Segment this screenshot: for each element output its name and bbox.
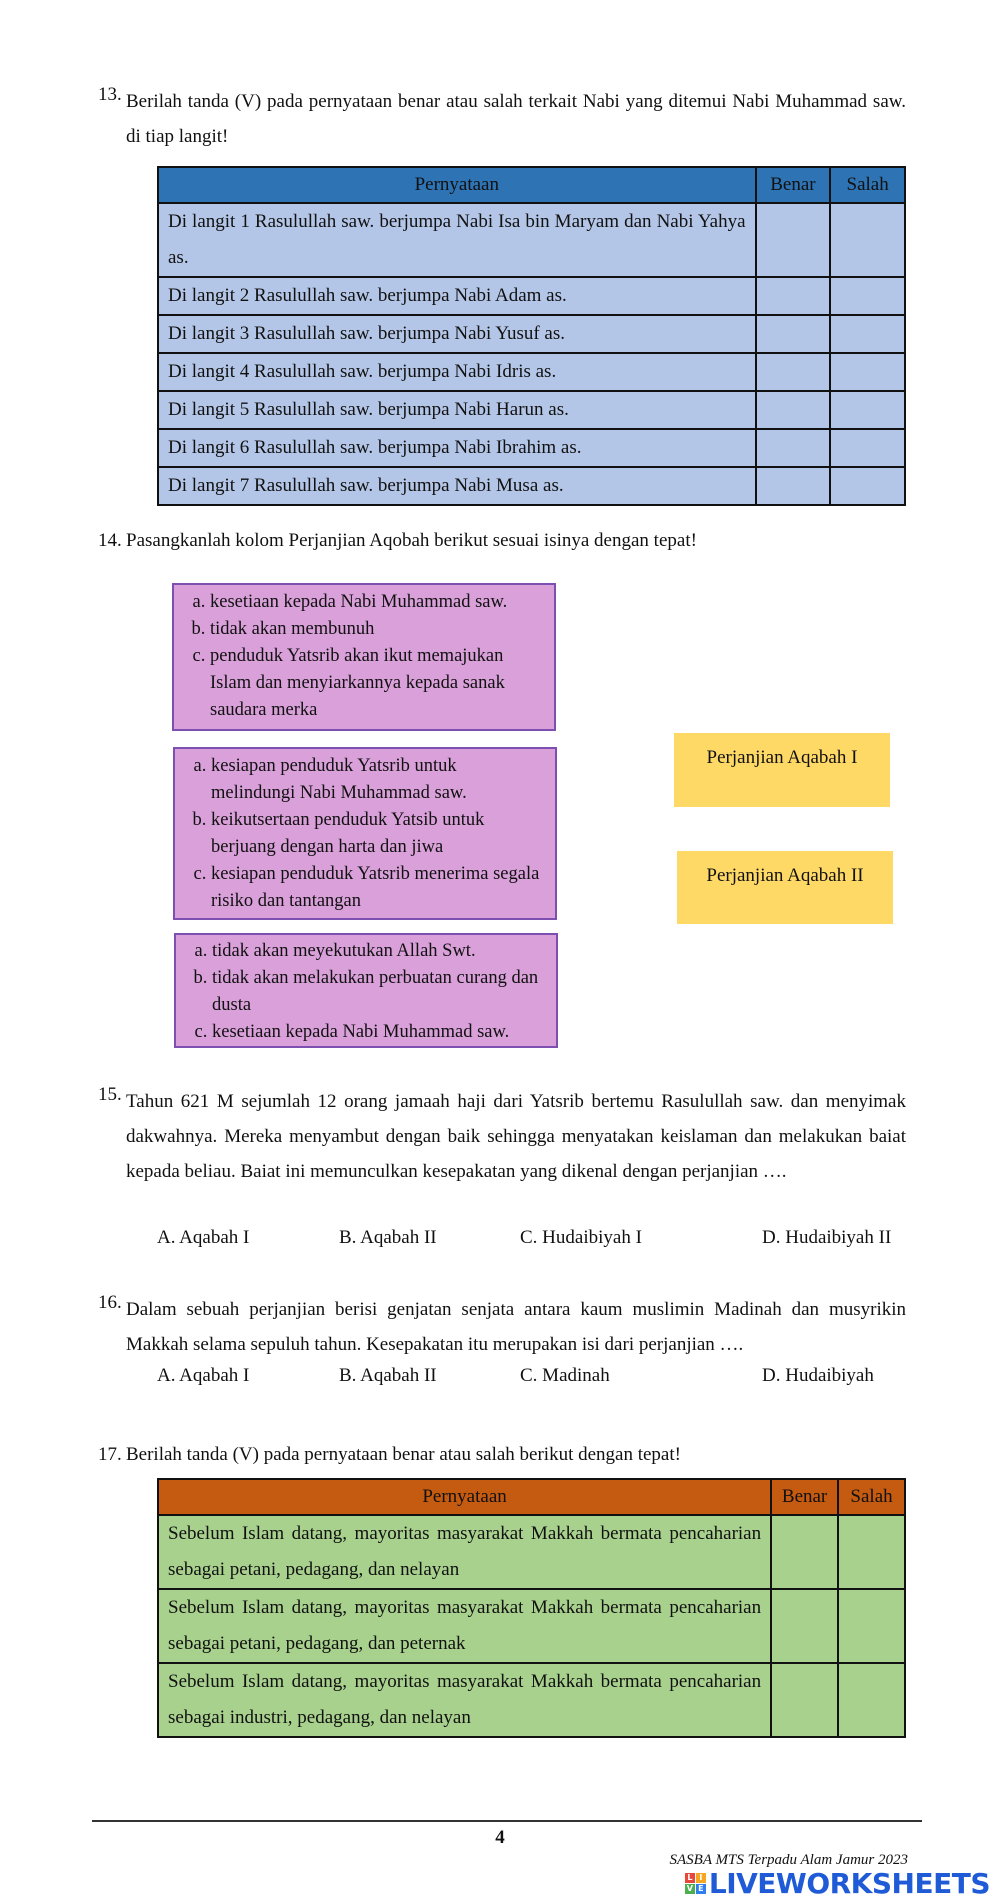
target-aqabah-1[interactable]: Perjanjian Aqabah I [674, 733, 890, 807]
list-item: c. kesetiaan kepada Nabi Muhammad saw. [212, 1019, 546, 1046]
benar-checkbox[interactable] [771, 1589, 838, 1663]
table-row [158, 1515, 905, 1589]
question-17 [98, 1444, 906, 1466]
benar-checkbox[interactable] [756, 277, 831, 315]
salah-checkbox[interactable] [830, 315, 905, 353]
table-row [158, 277, 905, 315]
question-13 [98, 84, 906, 154]
benar-checkbox[interactable] [756, 429, 831, 467]
statement-cell: Sebelum Islam datang, mayoritas masyarakat Makkah bermata pencaharian sebagai petani, pedagang, dan peternak [158, 1589, 771, 1663]
table-row [158, 429, 905, 467]
salah-checkbox[interactable] [830, 353, 905, 391]
matching-box-3[interactable] [174, 933, 558, 1048]
question-16 [98, 1292, 906, 1386]
footer-divider [92, 1820, 922, 1822]
truefalse-table-13 [157, 166, 906, 506]
header-benar: Benar [756, 167, 831, 203]
table-row [158, 1663, 905, 1737]
option-c[interactable]: C. Madinah [520, 1365, 610, 1386]
list-item: a. tidak akan meyekutukan Allah Swt. [212, 938, 546, 965]
answer-options [126, 1358, 926, 1393]
statement-cell: Di langit 5 Rasulullah saw. berjumpa Nabi Harun as. [158, 391, 756, 429]
question-number: 17. [98, 1444, 122, 1465]
question-text: Berilah tanda (V) pada pernyataan benar atau salah berikut dengan tepat! [126, 1444, 681, 1465]
matching-box-1[interactable] [172, 583, 556, 731]
liveworksheets-icon: L I V E [685, 1873, 706, 1894]
header-pernyataan: Pernyataan [158, 167, 756, 203]
option-b[interactable]: B. Aqabah II [339, 1227, 437, 1248]
statement-cell: Di langit 3 Rasulullah saw. berjumpa Nabi Yusuf as. [158, 315, 756, 353]
question-text: Dalam sebuah perjanjian berisi genjatan senjata antara kaum muslimin Madinah dan musyrikin Makkah selama sepuluh tahun. Kesepakatan itu merupakan isi dari perjanjian …. [126, 1299, 906, 1355]
question-text: Berilah tanda (V) pada pernyataan benar atau salah terkait Nabi yang ditemui Nabi Muhammad saw. di tiap langit! [126, 91, 906, 147]
benar-checkbox[interactable] [756, 203, 831, 277]
benar-checkbox[interactable] [756, 353, 831, 391]
question-number: 15. [98, 1084, 122, 1105]
salah-checkbox[interactable] [830, 391, 905, 429]
table-row [158, 315, 905, 353]
table-row [158, 203, 905, 277]
page-number: 4 [495, 1827, 505, 1848]
benar-checkbox[interactable] [756, 391, 831, 429]
option-a[interactable]: A. Aqabah I [157, 1365, 250, 1386]
question-number: 16. [98, 1292, 122, 1313]
statement-cell: Di langit 1 Rasulullah saw. berjumpa Nabi Isa bin Maryam dan Nabi Yahya as. [158, 203, 756, 277]
option-d[interactable]: D. Hudaibiyah II [762, 1227, 892, 1248]
question-number: 13. [98, 84, 122, 105]
statement-cell: Di langit 2 Rasulullah saw. berjumpa Nabi Adam as. [158, 277, 756, 315]
statement-cell: Sebelum Islam datang, mayoritas masyarakat Makkah bermata pencaharian sebagai industri, pedagang, dan nelayan [158, 1663, 771, 1737]
statement-cell: Di langit 6 Rasulullah saw. berjumpa Nabi Ibrahim as. [158, 429, 756, 467]
table-row [158, 391, 905, 429]
salah-checkbox[interactable] [838, 1589, 905, 1663]
option-a[interactable]: A. Aqabah I [157, 1227, 250, 1248]
salah-checkbox[interactable] [838, 1663, 905, 1737]
table-row [158, 353, 905, 391]
statement-cell: Sebelum Islam datang, mayoritas masyarakat Makkah bermata pencaharian sebagai petani, pedagang, dan nelayan [158, 1515, 771, 1589]
header-benar: Benar [771, 1479, 838, 1515]
brand-name: LIVEWORKSHEETS [708, 1866, 990, 1900]
salah-checkbox[interactable] [830, 203, 905, 277]
salah-checkbox[interactable] [830, 277, 905, 315]
question-15 [98, 1084, 906, 1248]
list-item: c. kesiapan penduduk Yatsrib menerima segala risiko dan tantangan [211, 861, 545, 915]
list-item: b. tidak akan melakukan perbuatan curang dan dusta [212, 965, 546, 1019]
option-b[interactable]: B. Aqabah II [339, 1365, 437, 1386]
liveworksheets-logo[interactable] [685, 1868, 990, 1898]
matching-box-2[interactable] [173, 747, 557, 920]
question-number: 14. [98, 530, 122, 551]
benar-checkbox[interactable] [756, 467, 831, 505]
statement-cell: Di langit 4 Rasulullah saw. berjumpa Nabi Idris as. [158, 353, 756, 391]
list-item: a. kesiapan penduduk Yatsrib untuk melindungi Nabi Muhammad saw. [211, 753, 545, 807]
header-salah: Salah [838, 1479, 905, 1515]
benar-checkbox[interactable] [756, 315, 831, 353]
school-name: SASBA MTS Terpadu Alam Jamur 2023 [669, 1852, 908, 1868]
option-c[interactable]: C. Hudaibiyah I [520, 1227, 642, 1248]
salah-checkbox[interactable] [830, 467, 905, 505]
list-item: c. penduduk Yatsrib akan ikut memajukan Islam dan menyiarkannya kepada sanak saudara merka [210, 643, 544, 724]
benar-checkbox[interactable] [771, 1663, 838, 1737]
table-row [158, 467, 905, 505]
question-text: Pasangkanlah kolom Perjanjian Aqobah berikut sesuai isinya dengan tepat! [126, 530, 697, 551]
list-item: b. tidak akan membunuh [210, 616, 544, 643]
list-item: a. kesetiaan kepada Nabi Muhammad saw. [210, 589, 544, 616]
benar-checkbox[interactable] [771, 1515, 838, 1589]
truefalse-table-17 [157, 1478, 906, 1738]
target-aqabah-2[interactable]: Perjanjian Aqabah II [677, 851, 893, 924]
header-salah: Salah [830, 167, 905, 203]
salah-checkbox[interactable] [838, 1515, 905, 1589]
question-14 [98, 530, 906, 552]
salah-checkbox[interactable] [830, 429, 905, 467]
header-pernyataan: Pernyataan [158, 1479, 771, 1515]
table-row [158, 1589, 905, 1663]
answer-options [126, 1220, 926, 1255]
statement-cell: Di langit 7 Rasulullah saw. berjumpa Nabi Musa as. [158, 467, 756, 505]
list-item: b. keikutsertaan penduduk Yatsib untuk berjuang dengan harta dan jiwa [211, 807, 545, 861]
option-d[interactable]: D. Hudaibiyah [762, 1365, 874, 1386]
question-text: Tahun 621 M sejumlah 12 orang jamaah haji dari Yatsrib bertemu Rasulullah saw. dan menyimak dakwahnya. Mereka menyambut dengan baik sehingga menyatakan keislaman dan melakukan baiat kepada beliau. Baiat ini memunculkan kesepakatan yang dikenal dengan perjanjian …. [126, 1091, 906, 1182]
